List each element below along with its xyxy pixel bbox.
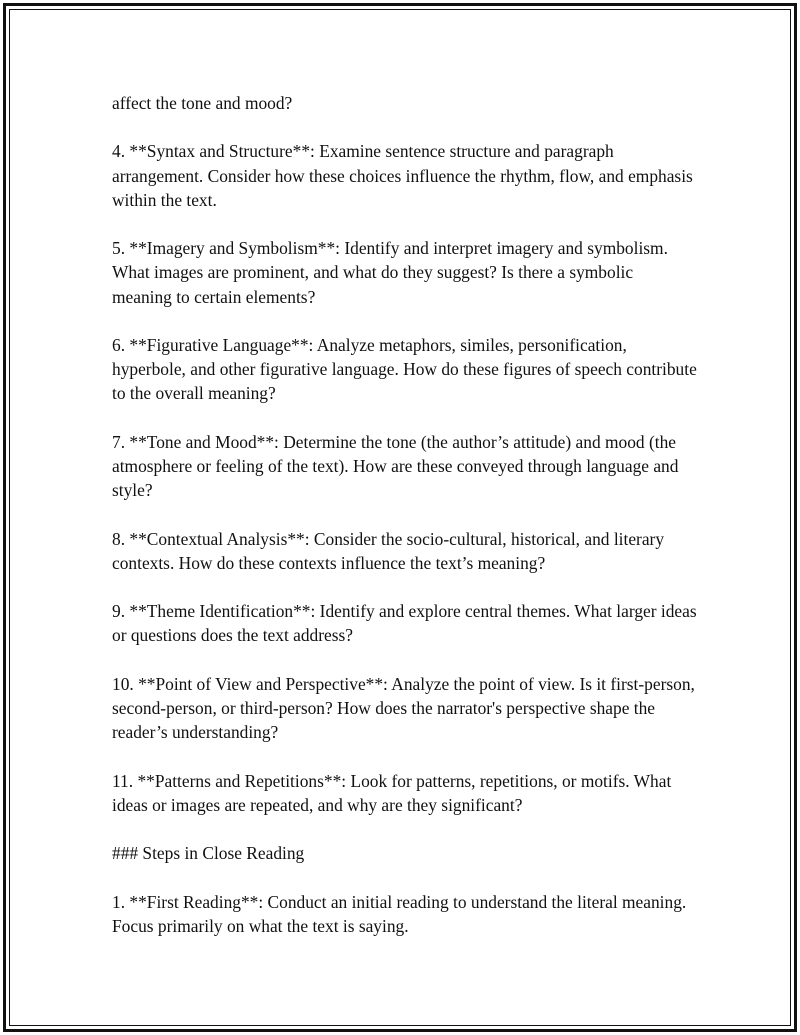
list-item-figurative-language: 6. **Figurative Language**: Analyze metaphors, similes, personification, hyperbole, and other figurative language. How do these figures of speech contribute to the overall meaning?: [112, 334, 697, 404]
list-item-theme-identification: 9. **Theme Identification**: Identify and explore central themes. What larger ideas or questions does the text address?: [112, 601, 697, 646]
paragraph-continuation: affect the tone and mood?: [112, 93, 293, 113]
section-heading: ### Steps in Close Reading: [112, 843, 305, 864]
list-item-syntax-structure: 4. **Syntax and Structure**: Examine sentence structure and paragraph arrangement. Consider how these choices influence the rhythm, flow, and emphasis within the text.: [112, 141, 693, 210]
document-body: [112, 91, 697, 962]
list-item-tone-mood: 7. **Tone and Mood**: Determine the tone (the author’s attitude) and mood (the atmosphere or feeling of the text). How are these conveyed through language and style?: [112, 431, 679, 501]
list-item-point-of-view: 10. **Point of View and Perspective**: Analyze the point of view. Is it first-person, second-person, or third-person? How does the narrator's perspective shape the reader’s understanding?: [112, 673, 695, 743]
list-item-contextual-analysis: 8. **Contextual Analysis**: Consider the socio-cultural, historical, and literary contexts. How do these contexts influence the text’s meaning?: [112, 528, 665, 573]
list-item-imagery-symbolism: 5. **Imagery and Symbolism**: Identify and interpret imagery and symbolism. What images are prominent, and what do they suggest? Is there a symbolic meaning to certain elements?: [112, 238, 668, 307]
list-item-first-reading: 1. **First Reading**: Conduct an initial reading to understand the literal meaning. Focus primarily on what the text is saying.: [112, 891, 687, 936]
list-item-patterns-repetitions: 11. **Patterns and Repetitions**: Look for patterns, repetitions, or motifs. What ideas or images are repeated, and why are they significant?: [112, 770, 672, 815]
